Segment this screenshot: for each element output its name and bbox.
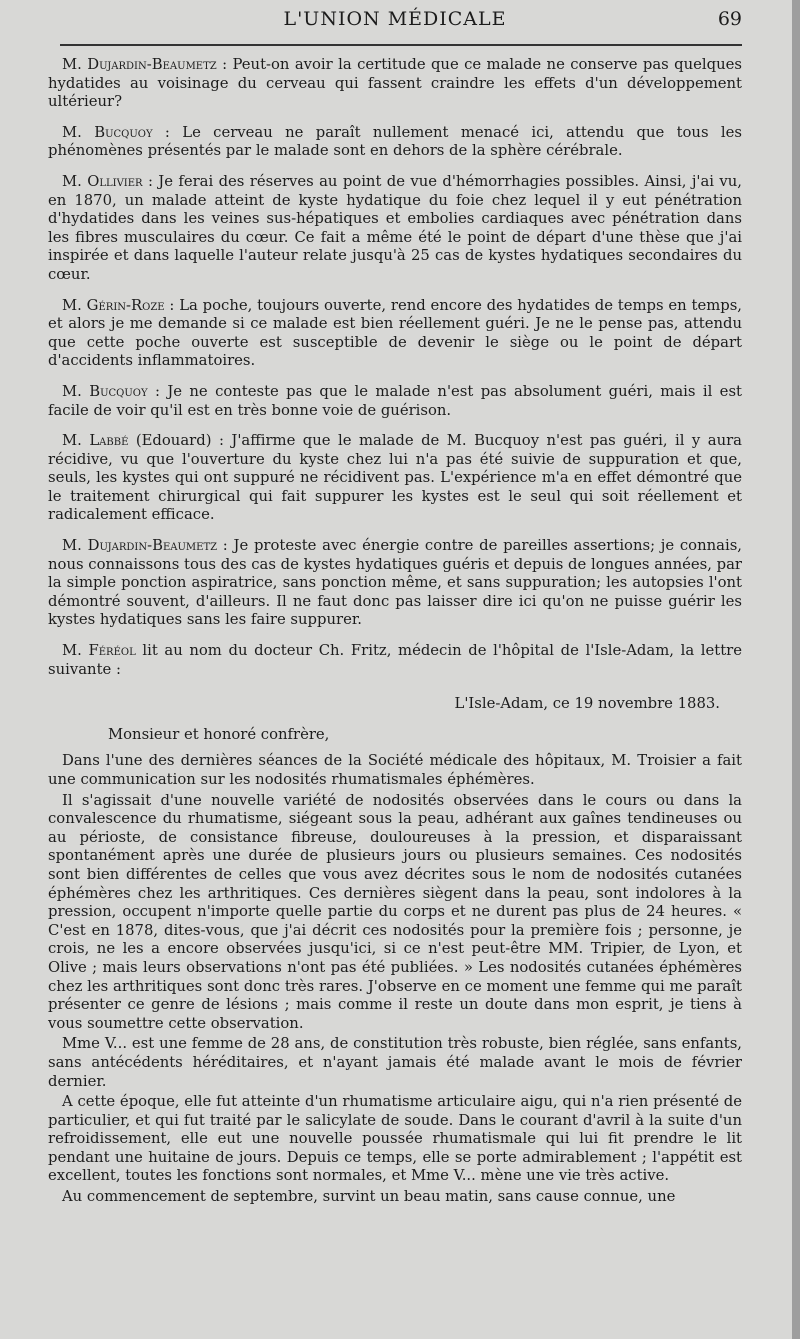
- speaker-name: M. Dujardin-Beaumetz :: [62, 537, 228, 555]
- paragraph-text: lit au nom du docteur Ch. Fritz, médecin de l'hôpital de l'Isle-Adam, la lettre suivante :: [48, 642, 742, 678]
- paragraph-text: (Edouard) : J'affirme que le malade de M. Bucquoy n'est pas guéri, il y aura récidive, vu que l'ouverture du kyste chez lui n'a pas été suivie de suppuration et que, seuls, les kystes qui ont suppuré ne récidivent pas. L'expérience m'a en effet démontré que le traitement chirurgical qui fait suppurer les kystes est le seul qui soit réellement et radicalement efficace.: [48, 432, 742, 524]
- letter-paragraph: Dans l'une des dernières séances de la Société médicale des hôpitaux, M. Troisier a fait une communication sur les nodosités rhumatismales éphémères.: [48, 752, 742, 788]
- speaker-name: M. Gérin-Roze :: [62, 296, 175, 314]
- speaker-name: M. Dujardin-Beaumetz :: [62, 56, 228, 73]
- speaker-name: M. Ollivier :: [62, 172, 153, 190]
- discussion-paragraph: [48, 56, 742, 112]
- letter-paragraph: Au commencement de septembre, survint un beau matin, sans cause connue, une: [62, 1188, 676, 1206]
- speaker-name: M. Bucquoy :: [62, 382, 160, 400]
- paragraph-text: Je ne conteste pas que le malade n'est pas absolument guéri, mais il est facile de voir qu'il est en très bonne voie de guérison.: [48, 382, 742, 419]
- running-title: L'UNION MÉDICALE: [283, 8, 507, 30]
- speaker-name: M. Bucquoy :: [62, 123, 170, 141]
- letter-paragraph: Mme V... est une femme de 28 ans, de constitution très robuste, bien réglée, sans enfants, sans antécédents héréditaires, et n'ayant jamais été malade avant le mois de février dernier.: [48, 1035, 742, 1090]
- discussion-paragraph: [48, 383, 742, 420]
- discussion-paragraph: [48, 297, 742, 371]
- speaker-name: M. Féréol: [62, 642, 136, 660]
- article-body: [48, 56, 742, 1207]
- paragraph-text: Je proteste avec énergie contre de pareilles assertions; je connais, nous connaissons tous des cas de kystes hydatiques guéris et depuis de longues années, par la simple ponction aspiratrice, sans ponction même, et sans suppuration; les autopsies l'ont démontré souvent, d'ailleurs. Il ne faut donc pas laisser dire ici qu'on ne puisse guérir les kystes hydatiques sans les faire suppurer.: [48, 537, 742, 629]
- letter-paragraph: Il s'agissait d'une nouvelle variété de nodosités observées dans le cours ou dans la convalescence du rhumatisme, siégeant sous la peau, adhérant aux gaînes tendineuses ou au périoste, de consistance fibreuse, douloureuses à la pression, et disparaissant spontanément après une durée de plusieurs jours ou plusieurs semaines. Ces nodosités sont bien différentes de celles que vous avez décrites sous le nom de nodosités cutanées éphémères chez les arthritiques. Ces dernières siègent dans la peau, sont indolores à la pression, occupent n'importe quelle partie du corps et ne durent pas plus de 24 heures. « C'est en 1878, dites-vous, que j'ai décrit ces nodosités pour la première fois ; personne, je crois, ne les a encore observées jusqu'ici, si ce n'est peut-être MM. Tripier, de Lyon, et Olive ; mais leurs observations n'ont pas été publiées. » Les nodosités cutanées éphémères chez les arthritiques sont donc très rares. J'observe en ce moment une femme qui me paraît présenter ce genre de lésions ; mais comme il reste un doute dans mon esprit, je tiens à vous soumettre cette observation.: [48, 791, 742, 1032]
- letter-place-date: L'Isle-Adam, ce 19 novembre 1883.: [454, 695, 720, 713]
- discussion-paragraph: [48, 173, 742, 285]
- discussion-paragraph: [48, 537, 742, 630]
- discussion-paragraph: [48, 432, 742, 525]
- paragraph-text: La poche, toujours ouverte, rend encore des hydatides de temps en temps, et alors je me demande si ce malade est bien réellement guéri. Je ne le pense pas, attendu que cette poche ouverte est susceptible de devenir le siège ou le point de départ d'accidents inflammatoires.: [48, 296, 743, 370]
- paragraph-text: Je ferai des réserves au point de vue d'hémorrhagies possibles. Ainsi, j'ai vu, en 1870, un malade atteint de kyste hydatique du foie chez lequel il y eut pénétration d'hydatides dans les veines sus-hépatiques et embolies cardiaques avec pénétration dans les fibres musculaires du cœur. Ce fait a même été le point de départ d'une thèse que j'ai inspirée et dans laquelle l'auteur relate jusqu'à 25 cas de kystes hydatiques secondaires du cœur.: [48, 172, 742, 283]
- page-number: 69: [717, 8, 742, 30]
- speaker-name: M. Labbé: [62, 432, 129, 450]
- letter-salutation: Monsieur et honoré confrère,: [108, 725, 330, 743]
- paragraph-text: Le cerveau ne paraît nullement menacé ici, attendu que tous les phénomènes présentés par le malade sont en dehors de la sphère cérébrale.: [48, 123, 742, 160]
- header-rule: [60, 44, 742, 46]
- page-edge-shadow: [792, 0, 800, 1339]
- letter-paragraph: A cette époque, elle fut atteinte d'un rhumatisme articulaire aigu, qui n'a rien présenté de particulier, et qui fut traité par le salicylate de soude. Dans le courant d'avril à la suite d'un refroidissement, elle eut une nouvelle poussée rhumatismale qui lui fit prendre le lit pendant une huitaine de jours. Depuis ce temps, elle se porte admirablement ; l'appétit est excellent, toutes les fonctions sont normales, et Mme V... mène une vie très active.: [48, 1093, 742, 1185]
- discussion-paragraph: [48, 642, 742, 679]
- page-header: [48, 4, 742, 34]
- paragraph-text: Peut-on avoir la certitude que ce malade ne conserve pas quelques hydatides au voisinage du cerveau qui fassent craindre les effets d'un développement ultérieur?: [48, 56, 743, 111]
- discussion-paragraph: [48, 124, 742, 161]
